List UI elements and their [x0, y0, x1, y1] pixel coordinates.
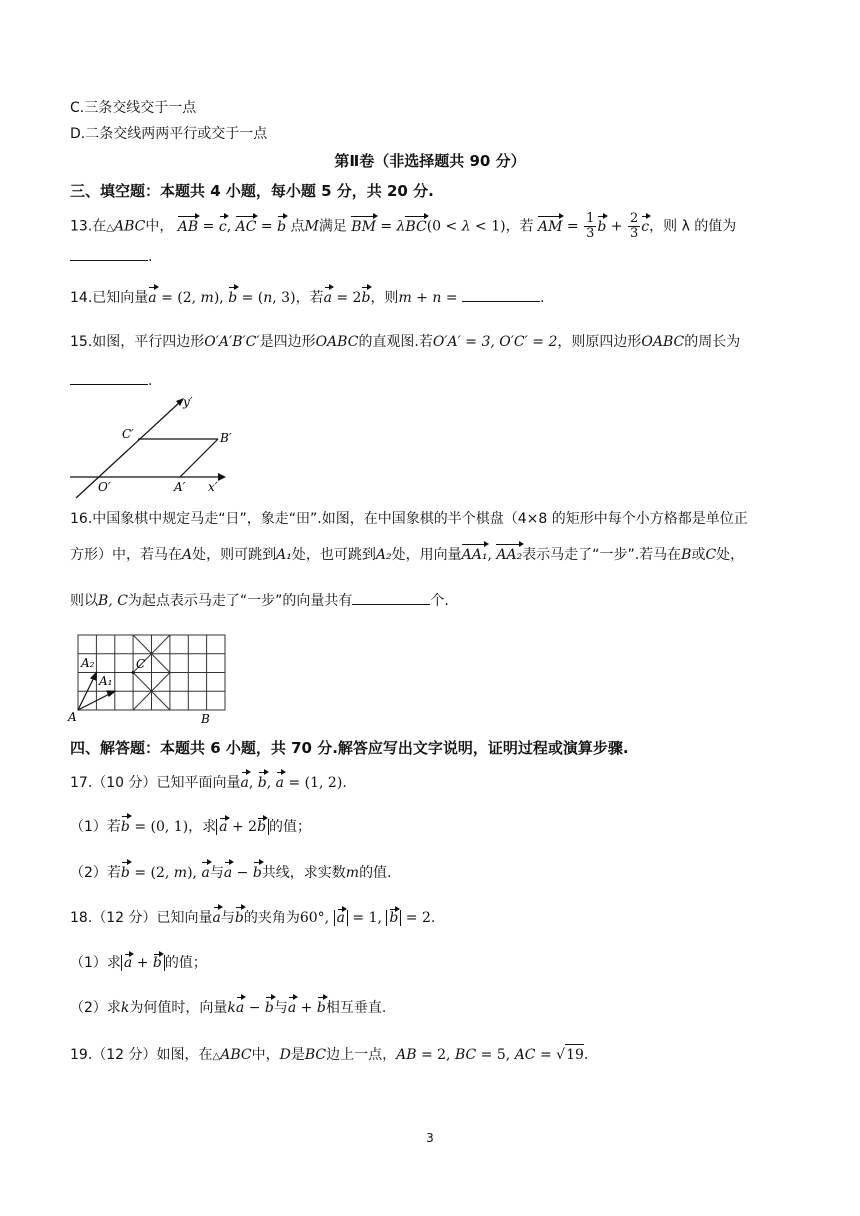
question-19: 19.（12 分）如图，在△ABC中，D是BC边上一点，AB = 2, BC = 5, AC = √19. [70, 1044, 588, 1067]
question-16-answer-blank[interactable] [352, 590, 430, 605]
label-a2: A₂ [81, 656, 95, 670]
part-4-header: 四、解答题：本题共 6 小题，共 70 分.解答应写出文字说明，证明过程或演算步骤. [70, 739, 629, 757]
label-a: A [68, 710, 77, 724]
label-c: C′ [122, 427, 134, 441]
part-3-header: 三、填空题：本题共 4 小题，每小题 5 分，共 20 分. [70, 182, 434, 200]
x-axis-arrow [218, 473, 226, 481]
question-16-line-1: 16.中国象棋中规定马走“日”，象走“田”.如图，在中国象棋的半个棋盘（4×8 的矩形中每个小方格都是单位正 [70, 511, 748, 527]
y-axis [76, 402, 180, 498]
question-16-line-3: 则以B, C为起点表示马走了“一步”的向量共有 个. [70, 590, 449, 611]
option-d: D.二条交线两两平行或交于一点 [70, 126, 268, 142]
chessboard-figure [68, 630, 234, 726]
question-15-answer-blank[interactable]: . [70, 370, 152, 391]
question-18-part-2: （2）求k为何值时，向量ka − b与a + b相互垂直. [70, 1000, 387, 1016]
question-13: 13.在△ABC中， AB = c, AC = b 点M满足 BM = λBC(0 < λ < 1)，若 AM = $\frac{1}{3}$ b + $\frac{2}{3}$ c，则 λ 的值为 [70, 211, 737, 241]
question-18: 18.（12 分）已知向量a与b的夹角为60°, a = 1, b = 2. [70, 910, 436, 926]
label-b: B [201, 712, 210, 726]
label-a1: A₁ [99, 674, 113, 688]
question-14-answer-blank[interactable] [462, 287, 540, 302]
section-2-title: 第Ⅱ卷（非选择题共 90 分） [334, 152, 526, 170]
question-17-part-2: （2）若b = (2, m), a与a − b共线，求实数m的值. [70, 865, 392, 881]
fraction-two-thirds: $\frac{2}{3}$ [630, 211, 639, 241]
parallelogram-figure [68, 392, 232, 500]
label-y: y′ [183, 395, 193, 409]
question-15: 15.如图，平行四边形O′A′B′C′是四边形OABC的直观图.若O′A′ = 3, O′C′ = 2，则原四边形OABC的周长为 [70, 334, 741, 350]
point-c [132, 671, 135, 674]
label-b: B′ [220, 431, 232, 445]
label-a: A′ [174, 480, 186, 494]
label-x: x′ [208, 480, 218, 494]
question-16-line-2: 方形）中，若马在A处，则可跳到A₁处，也可跳到A₂处，用向量AA₁, AA₂表示马走了“一步”.若马在B或C处， [70, 547, 745, 563]
question-17-part-1: （1）若b = (0, 1)，求 a + 2b 的值； [70, 819, 312, 835]
label-o: O′ [98, 480, 111, 494]
label-c: C [136, 657, 146, 671]
fraction-one-third: $\frac{1}{3}$ [586, 211, 595, 241]
page-number: 3 [426, 1131, 434, 1145]
edge-b-a [180, 439, 218, 477]
option-c: C.三条交线交于一点 [70, 100, 197, 116]
question-14: 14.已知向量a = (2, m), b = (n, 3)，若a = 2b，则m + n = . [70, 287, 544, 308]
question-17: 17.（10 分）已知平面向量a, b, a = (1, 2). [70, 775, 347, 791]
question-18-part-1: （1）求 a + b 的值； [70, 955, 207, 971]
question-13-answer-blank[interactable]: . [70, 246, 152, 267]
